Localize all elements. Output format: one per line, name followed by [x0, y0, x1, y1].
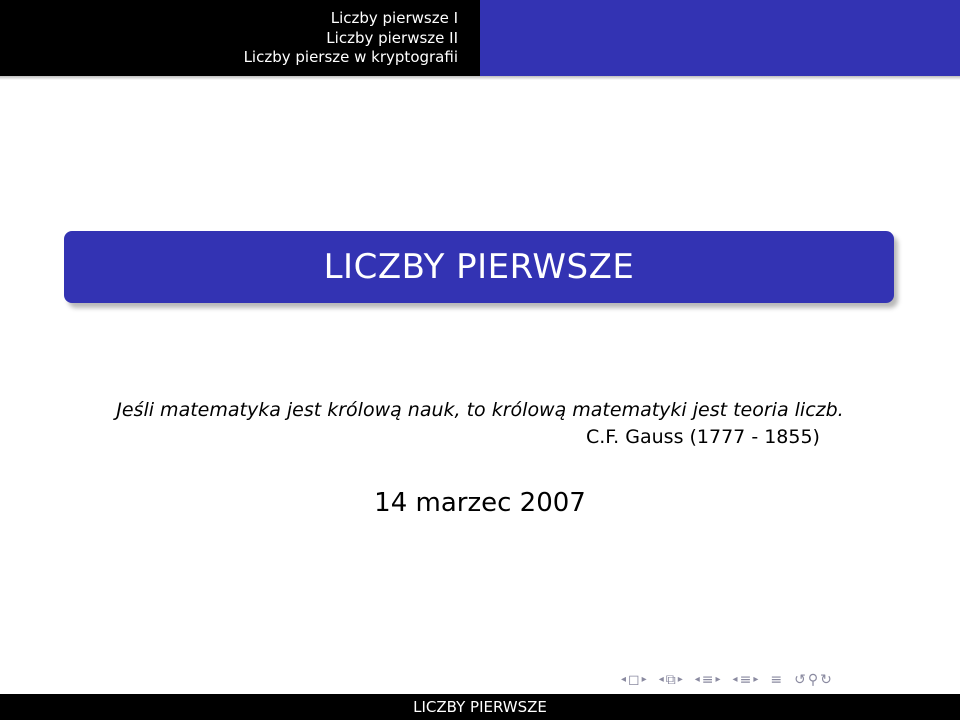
frame-icon[interactable]: ◻ — [628, 672, 640, 688]
presentation-date: 14 marzec 2007 — [374, 488, 586, 518]
title-box — [64, 231, 894, 303]
prev-slide-icon[interactable]: ◂ — [732, 674, 738, 685]
prev-subsection-icon[interactable]: ◂ — [658, 674, 664, 685]
section-link-2[interactable]: Liczby pierwsze II — [326, 28, 458, 47]
header-right-panel — [480, 0, 960, 76]
slide-icon[interactable]: ≡ — [739, 672, 752, 688]
section-icon[interactable]: ≡ — [701, 672, 714, 688]
next-frame-icon[interactable]: ▸ — [641, 674, 647, 685]
quote-author: C.F. Gauss (1777 - 1855) — [586, 426, 820, 448]
section-navigation — [0, 0, 480, 76]
section-link-3[interactable]: Liczby piersze w kryptografii — [243, 48, 458, 66]
search-icon[interactable]: ⚲ — [807, 672, 819, 688]
header-shadow — [0, 76, 960, 80]
prev-frame-icon[interactable]: ◂ — [621, 674, 627, 685]
header-bar — [0, 0, 960, 76]
subsection-icon[interactable]: ⧉ — [665, 672, 676, 688]
forward-icon[interactable]: ↻ — [820, 672, 832, 688]
next-slide-icon[interactable]: ▸ — [753, 674, 759, 685]
quote-text: Jeśli matematyka jest królową nauk, to królową matematyki jest teoria liczb. — [116, 399, 844, 421]
next-subsection-icon[interactable]: ▸ — [677, 674, 683, 685]
next-section-icon[interactable]: ▸ — [715, 674, 721, 685]
prev-section-icon[interactable]: ◂ — [694, 674, 700, 685]
navigation-symbols — [620, 670, 954, 690]
footer-title: LICZBY PIERWSZE — [413, 698, 547, 716]
section-link-1[interactable]: Liczby pierwsze I — [330, 9, 458, 27]
back-icon[interactable]: ↺ — [794, 672, 806, 688]
footer-bar — [0, 694, 960, 720]
toc-icon[interactable]: ≡ — [770, 672, 783, 688]
page-title: LICZBY PIERWSZE — [323, 247, 635, 287]
